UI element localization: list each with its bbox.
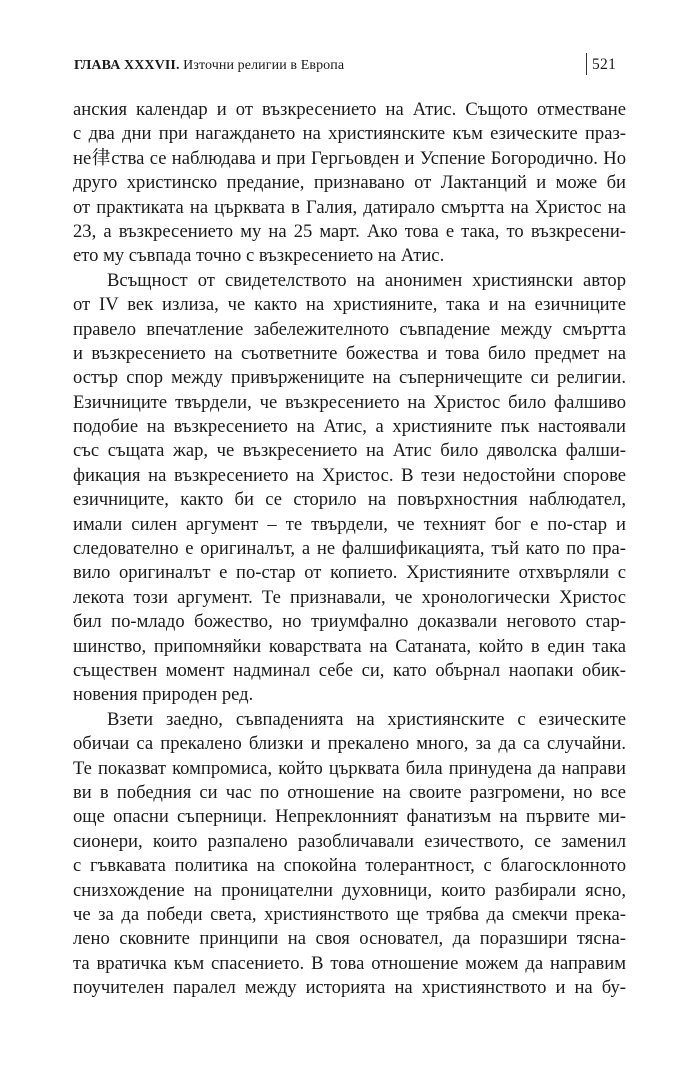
text-line: съществен момент надминал себе си, като обърнал наопаки обик- — [73, 659, 626, 681]
text-line: остър спор между привържениците на съперничещите си религии. — [73, 367, 626, 389]
text-line: със същата жар, че възкресението на Атис било дяволска фалши- — [73, 440, 626, 462]
text-line: друго христинско предание, признавано от Лактанций и може би — [73, 172, 626, 194]
page-number-divider — [586, 53, 587, 75]
text-line: и възкресението на съответните божества и това било предмет на — [73, 342, 626, 364]
text-line: че за да победи света, християнството ще трябва да смекчи прека- — [73, 903, 626, 925]
page-number: 521 — [592, 56, 617, 73]
text-line: обичаи са прекалено близки и прекалено много, за да са случайни. — [73, 733, 626, 755]
text-line: бил по-младо божество, но триумфално доказвали неговото стар- — [73, 611, 626, 633]
text-line: новения природен ред. — [73, 684, 254, 706]
text-line: лено сковните принципи на своя основател, да поразшири тясна- — [73, 928, 626, 950]
text-line: от практиката на църквата в Галия, датирало смъртта на Христос на — [73, 196, 626, 218]
text-line: анския календар и от възкресението на Атис. Същото отместване — [73, 99, 626, 120]
text-line: ви в победния си час по отношение на своите разгромени, но все — [73, 781, 626, 803]
chapter-label: ГЛАВА XXXVII. — [74, 58, 180, 73]
text-line: поучителен паралел между историята на християнството и на бу- — [73, 977, 626, 999]
text-line: не律ства се наблюдава и при Гергьовден и Успение Богородично. Но — [73, 147, 626, 169]
text-line: ето му съвпада точно с възкресението на Атис. — [73, 245, 445, 267]
text-line: езичниците, както би се сторило на повърхностния наблюдател, — [73, 489, 626, 511]
running-head — [74, 58, 344, 74]
text-line: от IV век излиза, че както на християните, така и на езичниците — [73, 294, 626, 316]
text-line: шинство, припомняйки коварствата на Сатаната, който в един така — [73, 635, 626, 657]
text-line: още опасни съперници. Непреклонният фанатизъм на първите ми- — [73, 806, 626, 828]
body-text — [73, 98, 626, 1000]
text-line: с два дни при нагаждането на християнските към езическите праз- — [73, 123, 626, 145]
text-line: та вратичка към спасението. В това отношение можем да направим — [73, 952, 626, 974]
text-line: Те показват компромиса, който църквата била принудена да направи — [73, 757, 626, 779]
text-line: 23, а възкресението му на 25 март. Ако това е така, то възкресени- — [73, 220, 626, 242]
chapter-title: Източни религии в Европа — [179, 58, 345, 73]
paragraph-first-line: Взети заедно, съвпаденията на християнските с езическите — [107, 708, 626, 730]
text-line: сионери, които разпалено разобличавали езичеството, се заменил — [73, 830, 626, 852]
text-line: подобие на възкресението на Атис, а християните пък настоявали — [73, 416, 626, 438]
text-line: следователно е оригиналът, а не фалшификацията, тъй като по пра- — [73, 538, 626, 560]
text-line: правело впечатление забележителното съвпадение между смъртта — [73, 318, 626, 340]
text-line: с гъвкавата политика на спокойна толерантност, с благосклонното — [73, 855, 626, 877]
text-line: вило оригиналът е по-стар от копието. Християните отхвърляли с — [73, 562, 626, 584]
text-line: Езичниците твърдели, че възкресението на Христос било фалшиво — [73, 391, 626, 413]
paragraph-first-line: Всъщност от свидетелството на анонимен християнски автор — [107, 269, 626, 291]
text-line: снизхождение на проницателни духовници, които разбирали ясно, — [73, 879, 626, 901]
text-line: фикация на възкресението на Христос. В тези недостойни спорове — [73, 464, 626, 486]
text-line: имали силен аргумент – те твърдели, че техният бог е по-стар и — [73, 513, 626, 535]
text-line: лекота този аргумент. Те признавали, че хронологически Христос — [73, 586, 626, 608]
